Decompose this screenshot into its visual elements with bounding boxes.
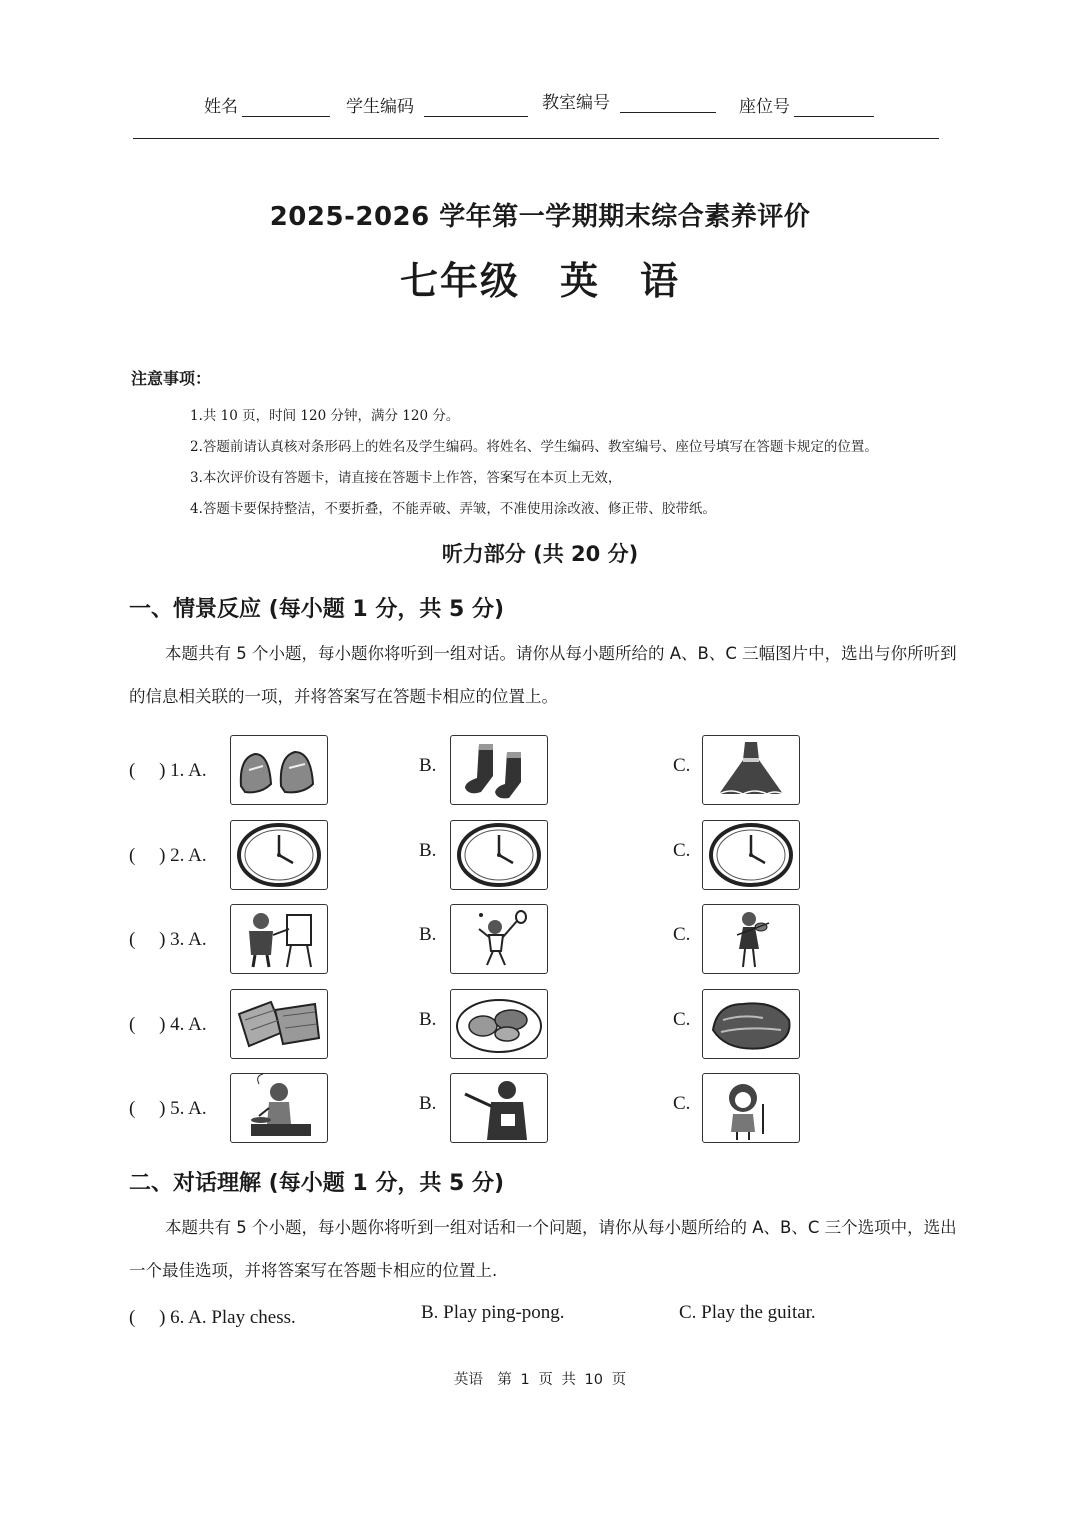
option-c-label: C. [673,924,691,945]
student-info-row [0,92,1080,122]
seat-label: 座位号 [739,97,790,117]
classroom-blank[interactable] [620,92,716,113]
question-5-label[interactable]: ( ) 5. A. [129,1098,207,1119]
question-6-option-c[interactable]: C. Play the guitar. [679,1302,816,1323]
student-id-label: 学生编码 [346,97,414,117]
option-c-label: C. [673,755,691,776]
girl-picture[interactable] [702,1073,800,1143]
dumplings-picture[interactable] [450,989,548,1059]
dress-picture[interactable] [702,735,800,805]
option-c-label: C. [673,840,691,861]
notice-title: 注意事项： [131,369,212,388]
listening-heading: 听力部分 (共 20 分) [441,542,639,566]
teacher-picture[interactable] [450,1073,548,1143]
part1-title: 一、情景反应 (每小题 1 分，共 5 分) [129,597,505,622]
shoes-picture[interactable] [230,735,328,805]
part2-title: 二、对话理解 (每小题 1 分，共 5 分) [129,1171,505,1196]
part1-instruction [129,632,959,718]
part2-instruction [129,1206,959,1292]
option-b-label: B. [419,755,437,776]
notice-item: 1.共 10 页，时间 120 分钟，满分 120 分。 [190,408,460,424]
option-b-label: B. [419,1093,437,1114]
classroom-label: 教室编号 [542,93,610,113]
seat-blank[interactable] [794,96,874,117]
violin-girl-picture[interactable] [702,904,800,974]
painting-girl-picture[interactable] [230,904,328,974]
socks-picture[interactable] [450,735,548,805]
student-id-blank[interactable] [424,96,528,117]
clock-picture[interactable] [230,820,328,890]
name-label: 姓名 [204,97,238,117]
clock-picture[interactable] [702,820,800,890]
option-b-label: B. [419,1009,437,1030]
page-footer: 英语 第 1 页 共 10 页 [453,1372,627,1388]
sandwich-picture[interactable] [230,989,328,1059]
question-6-option-b[interactable]: B. Play ping-pong. [421,1302,565,1323]
option-c-label: C. [673,1093,691,1114]
student-id-field[interactable] [346,92,528,117]
clock-picture[interactable] [450,820,548,890]
classroom-field[interactable] [542,88,716,113]
part2-instruction-text: 本题共有 5 个小题，每小题你将听到一组对话和一个问题，请你从每小题所给的 A、B、C 三个选项中，选出 一个最佳选项，并将答案写在答题卡相应的位置上. [129,1218,957,1280]
option-b-label: B. [419,840,437,861]
question-6-option-a[interactable]: ( ) 6. A. Play chess. [129,1307,296,1328]
notice-item: 4.答题卡要保持整洁，不要折叠，不能弄破、弄皱，不准使用涂改液、修正带、胶带纸。 [190,501,716,517]
option-c-label: C. [673,1009,691,1030]
name-blank[interactable] [242,96,330,117]
cooking-girl-picture[interactable] [230,1073,328,1143]
notice-item: 2.答题前请认真核对条形码上的姓名及学生编码。将姓名、学生编码、教室编号、座位号填写在答题卡规定的位置。 [190,439,878,455]
subject-title: 七年级 英 语 [399,259,680,303]
badminton-girl-picture[interactable] [450,904,548,974]
option-b-label: B. [419,924,437,945]
question-1-label[interactable]: ( ) 1. A. [129,760,207,781]
name-field[interactable] [204,92,330,117]
header-divider [133,138,939,139]
exam-title: 2025-2026 学年第一学期期末综合素养评价 [269,202,811,232]
notice-item: 3.本次评价设有答题卡，请直接在答题卡上作答，答案写在本页上无效， [190,470,622,486]
question-4-label[interactable]: ( ) 4. A. [129,1014,207,1035]
part1-instruction-text: 本题共有 5 个小题，每小题你将听到一组对话。请你从每小题所给的 A、B、C 三幅图片中，选出与你所听到的信息相关联的一项，并将答案写在答题卡相应的位置上。 [129,644,957,706]
question-3-label[interactable]: ( ) 3. A. [129,929,207,950]
meat-picture[interactable] [702,989,800,1059]
seat-field[interactable] [739,92,874,117]
question-2-label[interactable]: ( ) 2. A. [129,845,207,866]
